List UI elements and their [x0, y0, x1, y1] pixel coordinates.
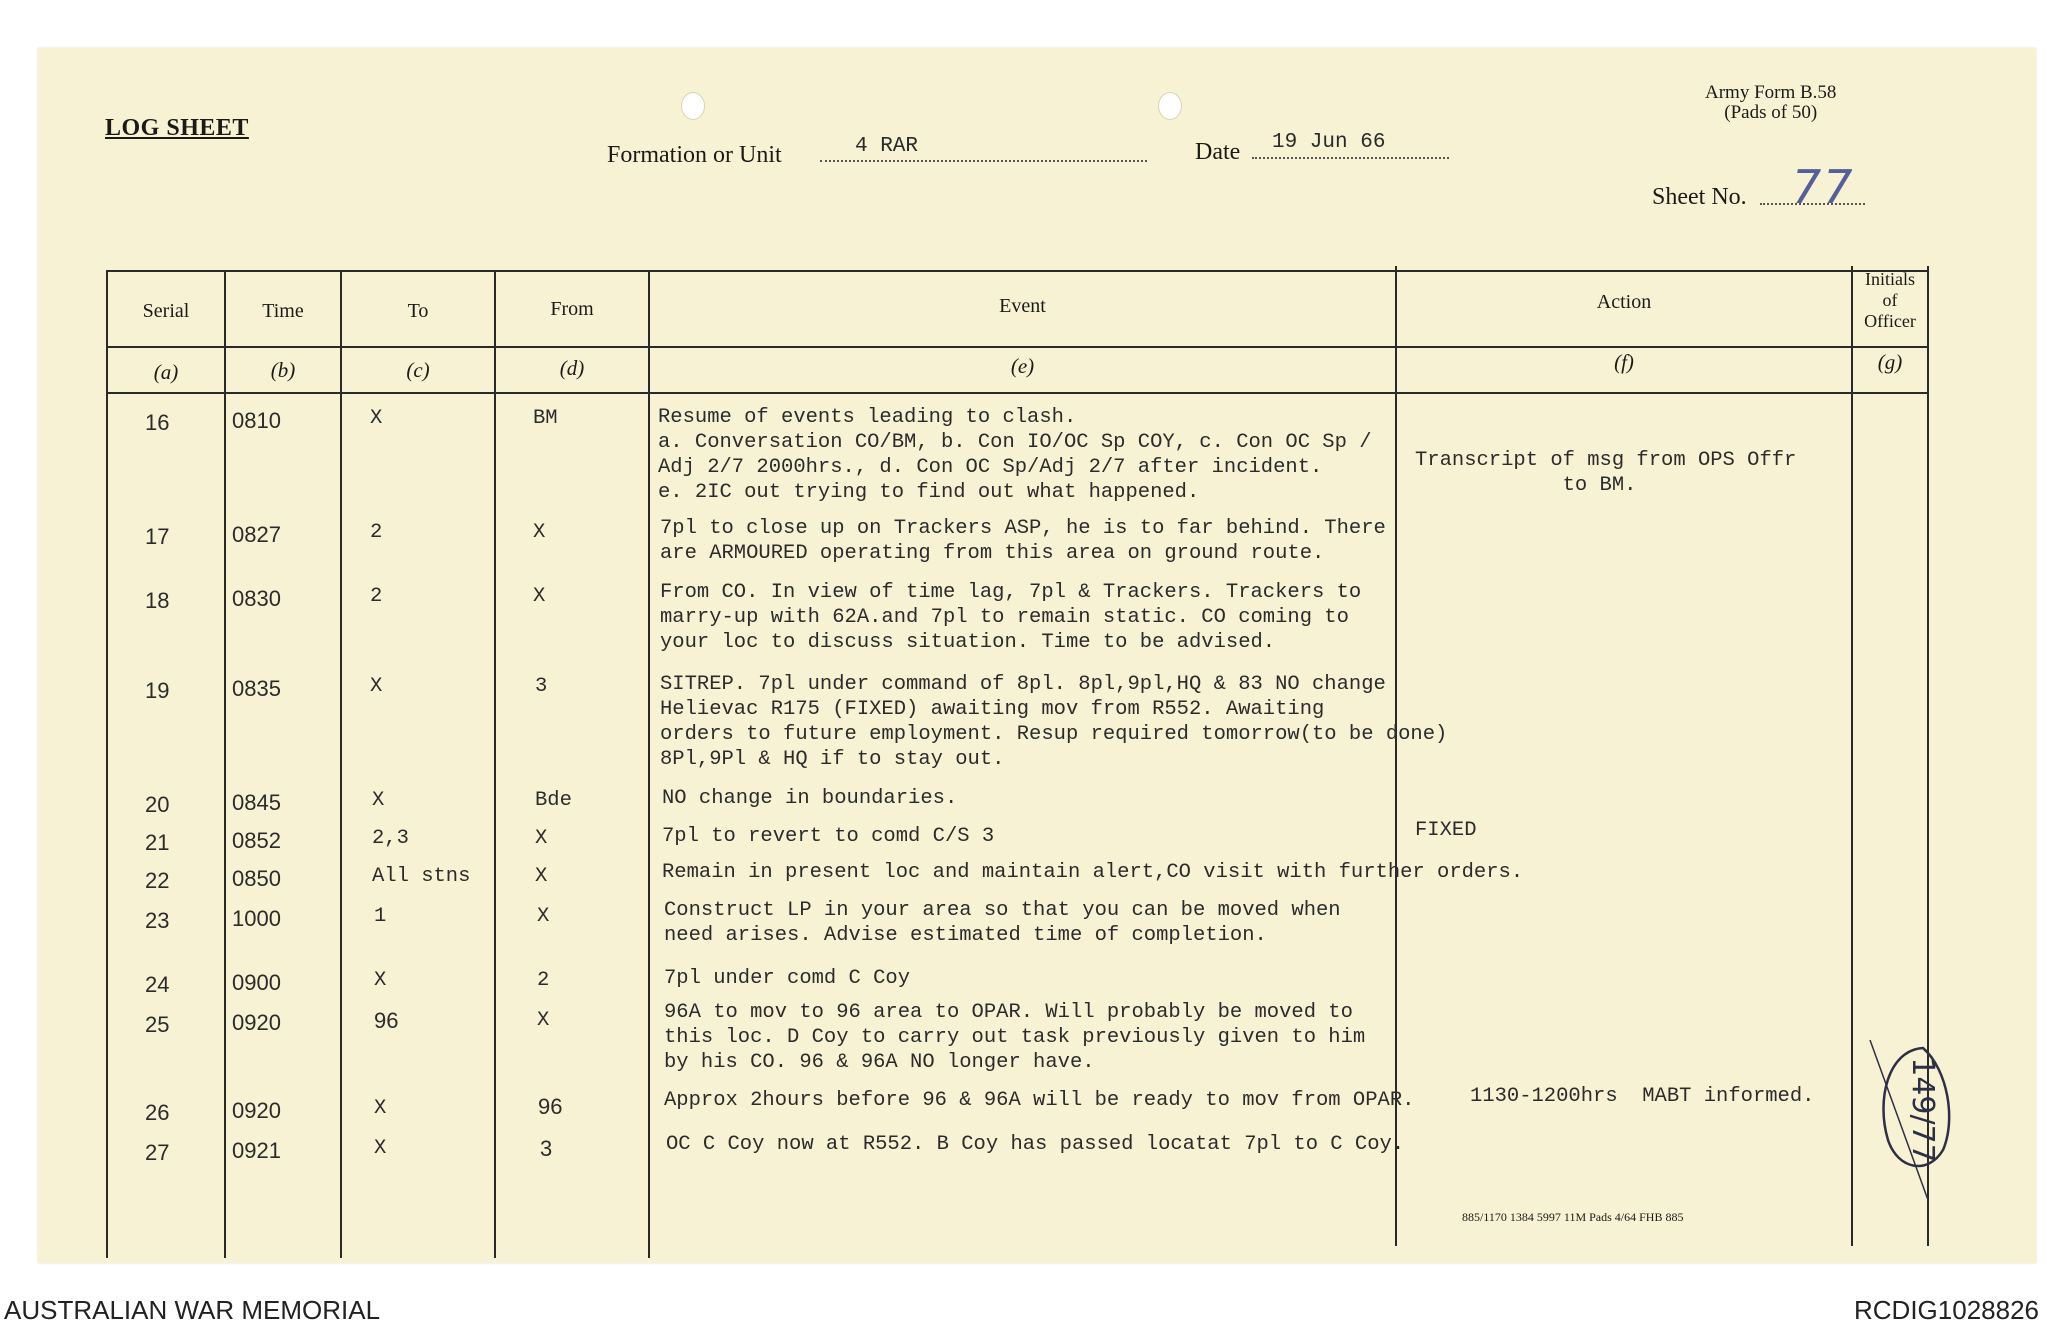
- form-title: LOG SHEET: [105, 115, 249, 141]
- table-subheader-divider: [106, 392, 1929, 394]
- col-sub-serial: (a): [153, 360, 179, 384]
- cell-serial: 27: [145, 1140, 170, 1165]
- cell-event: 96A to mov to 96 area to OPAR. Will probably be moved to this loc. D Coy to carry out task previously given to him by his CO. 96 & 96A NO longer have.: [664, 1001, 1366, 1074]
- cell-serial: 18: [145, 588, 170, 613]
- cell-from: X: [537, 1009, 550, 1032]
- cell-serial: 20: [145, 792, 170, 817]
- col-header-serial: Serial: [142, 300, 190, 322]
- cell-from: 3: [535, 675, 548, 698]
- col-sub-time: (b): [270, 358, 296, 382]
- cell-to: X: [370, 675, 383, 698]
- cell-serial: 24: [145, 972, 170, 997]
- cell-event: 7pl to close up on Trackers ASP, he is to far behind. There are ARMOURED operating from this area on ground route.: [660, 517, 1386, 565]
- cell-action: FIXED: [1415, 819, 1477, 842]
- col-sub-from: (d): [559, 356, 585, 380]
- col-border-6: [1851, 266, 1853, 1246]
- cell-from: 3: [540, 1136, 553, 1161]
- col-border-4: [648, 270, 650, 1258]
- archive-id: RCDIG1028826: [1854, 1295, 2039, 1325]
- cell-time: 0852: [232, 828, 281, 853]
- cell-serial: 21: [145, 830, 170, 855]
- cell-time: 0900: [232, 970, 281, 995]
- date-label: Date: [1195, 139, 1241, 165]
- col-header-time: Time: [262, 300, 304, 322]
- cell-event: Construct LP in your area so that you can be moved when need arises. Advise estimated time of completion.: [664, 899, 1341, 947]
- cell-from: BM: [533, 407, 558, 430]
- cell-time: 0830: [232, 586, 281, 611]
- cell-serial: 26: [145, 1100, 170, 1125]
- army-form-label: [1705, 83, 1836, 123]
- col-header-initials: Initials of Officer: [1864, 269, 1916, 331]
- col-header-from: From: [550, 298, 594, 320]
- cell-event: Remain in present loc and maintain alert,CO visit with further orders.: [662, 861, 1524, 884]
- date-value: 19 Jun 66: [1272, 131, 1386, 154]
- punch-hole-left: [681, 92, 705, 120]
- cell-time: 0835: [232, 676, 281, 701]
- unit-label: Formation or Unit: [607, 142, 782, 168]
- cell-from: X: [533, 521, 546, 544]
- cell-to: 1: [374, 905, 387, 928]
- cell-to: X: [374, 969, 387, 992]
- cell-to: All stns: [372, 865, 471, 888]
- cell-time: 0920: [232, 1010, 281, 1035]
- print-code: 885/1170 1384 5997 11M Pads 4/64 FHB 885: [1462, 1210, 1684, 1224]
- cell-from: 2: [537, 969, 550, 992]
- cell-time: 0845: [232, 790, 281, 815]
- cell-from: Bde: [535, 789, 572, 812]
- cell-serial: 22: [145, 868, 170, 893]
- cell-from: 96: [538, 1094, 563, 1119]
- cell-time: 1000: [232, 906, 281, 931]
- col-border-3: [494, 270, 496, 1258]
- col-header-to: To: [407, 300, 429, 322]
- cell-event: 7pl to revert to comd C/S 3: [662, 825, 995, 848]
- cell-time: 0850: [232, 866, 281, 891]
- cell-event: From CO. In view of time lag, 7pl & Trackers. Trackers to marry-up with 62A.and 7pl to remain static. CO coming to your loc to discuss situation. Time to be advised.: [660, 581, 1362, 654]
- cell-serial: 19: [145, 678, 170, 703]
- cell-serial: 17: [145, 524, 170, 549]
- cell-to: X: [374, 1137, 387, 1160]
- cell-to: X: [374, 1097, 387, 1120]
- col-border-0: [106, 270, 108, 1258]
- punch-hole-right: [1158, 92, 1182, 120]
- cell-time: 0827: [232, 522, 281, 547]
- col-sub-to: (c): [406, 358, 430, 382]
- table-top-border: [106, 270, 1929, 272]
- cell-to: 2: [370, 521, 383, 544]
- cell-time: 0920: [232, 1098, 281, 1123]
- army-form-pads: (Pads of 50): [1724, 102, 1818, 123]
- cell-serial: 23: [145, 908, 170, 933]
- initials-handwritten-mark: [1868, 1040, 1958, 1230]
- cell-serial: 25: [145, 1012, 170, 1037]
- cell-event: 7pl under comd C Coy: [664, 967, 911, 990]
- col-sub-initials: (g): [1877, 350, 1903, 374]
- cell-to: 96: [374, 1008, 399, 1033]
- col-header-action: Action: [1596, 291, 1652, 313]
- cell-to: 2: [370, 585, 383, 608]
- cell-event: OC C Coy now at R552. B Coy has passed locatat 7pl to C Coy.: [666, 1133, 1405, 1156]
- date-dotted-line: [1252, 157, 1449, 159]
- col-header-event: Event: [999, 295, 1046, 317]
- cell-from: X: [535, 827, 548, 850]
- col-border-2: [340, 270, 342, 1258]
- cell-to: X: [370, 407, 383, 430]
- table-header-divider: [106, 346, 1929, 348]
- initials-mark-text: 149/77: [1905, 1057, 1940, 1163]
- cell-from: X: [533, 585, 546, 608]
- unit-value: 4 RAR: [855, 135, 919, 158]
- cell-action: 1130-1200hrs MABT informed.: [1470, 1085, 1815, 1108]
- cell-event: SITREP. 7pl under command of 8pl. 8pl,9pl,HQ & 83 NO change Helievac R175 (FIXED) awaiting mov from R552. Awaiting orders to future employment. Resup required tomorrow(to be done) 8Pl,9Pl & HQ if to stay out.: [660, 673, 1448, 771]
- cell-from: X: [535, 865, 548, 888]
- col-border-1: [224, 270, 226, 1258]
- sheet-no-value: 77: [1792, 160, 1855, 214]
- log-sheet-paper: [38, 48, 2036, 1263]
- cell-serial: 16: [145, 410, 170, 435]
- col-sub-action: (f): [1614, 350, 1634, 374]
- unit-dotted-line: [820, 160, 1147, 162]
- cell-action: Transcript of msg from OPS Offr to BM.: [1415, 449, 1797, 497]
- army-form-number: Army Form B.58: [1705, 82, 1837, 103]
- cell-from: X: [537, 905, 550, 928]
- cell-time: 0921: [232, 1138, 281, 1163]
- cell-event: Approx 2hours before 96 & 96A will be ready to mov from OPAR.: [664, 1089, 1415, 1112]
- cell-event: NO change in boundaries.: [662, 787, 958, 810]
- cell-time: 0810: [232, 408, 281, 433]
- sheet-no-label: Sheet No.: [1652, 184, 1747, 210]
- archive-name: AUSTRALIAN WAR MEMORIAL: [4, 1295, 381, 1325]
- col-sub-event: (e): [1010, 354, 1035, 378]
- cell-to: X: [372, 789, 385, 812]
- cell-to: 2,3: [372, 827, 409, 850]
- cell-event: Resume of events leading to clash. a. Conversation CO/BM, b. Con IO/OC Sp COY, c. Con OC Sp / Adj 2/7 2000hrs., d. Con OC Sp/Adj 2/7 after incident. e. 2IC out trying to find out what happened.: [658, 406, 1372, 504]
